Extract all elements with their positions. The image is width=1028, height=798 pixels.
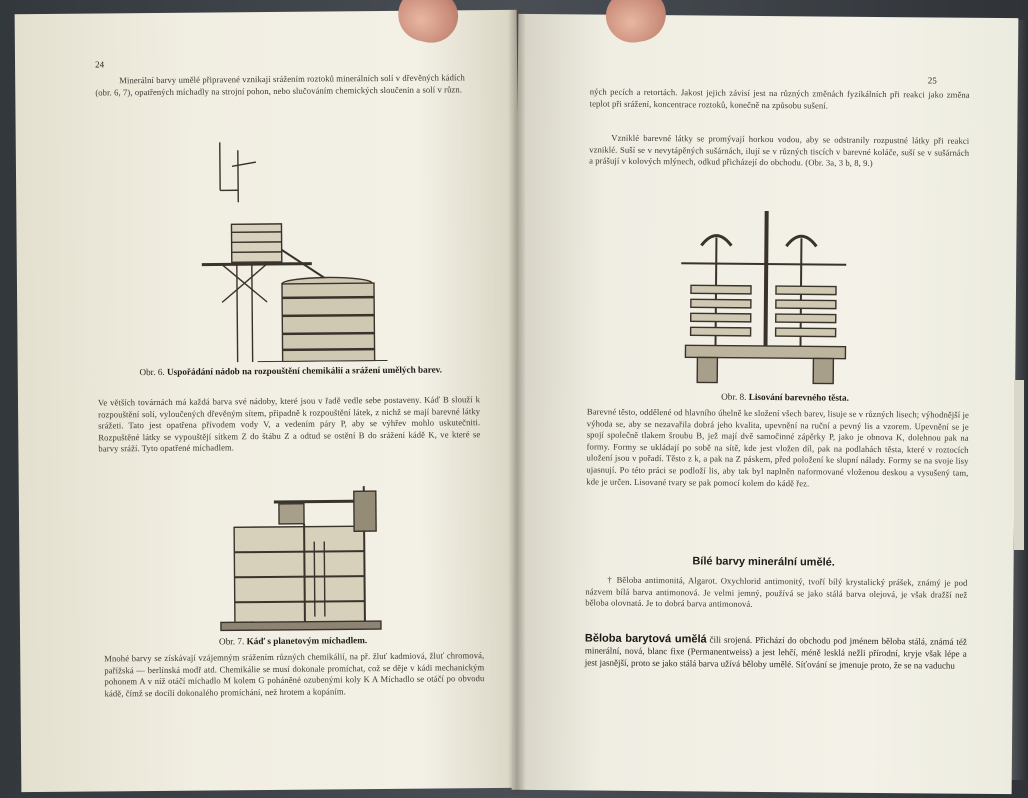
page-number-right: 25 <box>927 75 937 86</box>
right-page <box>512 14 1019 794</box>
figure-8-caption-title: Lisování barevného těsta. <box>748 391 849 403</box>
figure-8-caption <box>595 391 975 406</box>
page-number-left: 24 <box>95 59 105 70</box>
figure-8-press-illustration <box>675 205 857 387</box>
left-intro-paragraph: Minerální barvy umělé připravené vznikají srážením roztoků minerálních solí v dřevěných kádích (obr. 6, 7), opatřených míchadly na strojní pohon, nebo slučováním chemických sloučenin a solí v různ. <box>95 72 465 98</box>
beloba-antimonova-paragraph: † Běloba antimonitá, Algarot. Oxychlorid antimonitý, tvoří bílý krystalický prášek, známý je pod názvem bílá barva antimonová. Je velmi jemný, používá se jako stálá barva olejová, je však dražší než běloba olovnatá. Je to dobrá barva antimonová. <box>585 574 968 610</box>
figure-8-caption-prefix: Obr. 8. <box>721 391 747 402</box>
right-intro-paragraph: ných pecích a retortách. Jakost jejich závisí jest na různých změnách fyzikálních při reakci jako změna teplot při srážení, koncentrace roztoků, konečně na způsobu sušení. <box>589 86 970 111</box>
beloba-barytova-title: Běloba barytová umělá <box>584 632 707 646</box>
figure-6-vats-illustration <box>176 131 388 363</box>
figure-7-caption <box>98 634 488 649</box>
right-second-paragraph: Vzniklé barevné látky se promývají horkou vodou, aby se odstranily rozpustné látky při reakci vzniklé. Suší se v nevytápěných sušárnách, ilují se v různých tiscích v barevné koláče, suší se v sušárnách a prášují v kolových mlýnech, odkud přicházejí do obchodu. (Obr. 3a, 3 b, 8, 9.) <box>589 132 970 169</box>
section-heading: Bílé barvy minerální umělé. <box>692 555 835 569</box>
figure-7-caption-title: Káď s planetovým míchadlem. <box>246 635 368 647</box>
figure-6-caption-prefix: Obr. 6. <box>139 366 165 378</box>
figure-7-description: Mnohé barvy se získávají vzájemným srážením různých chemikálií, na př. žluť kadmiová, žluť chromová, pařížská — berlínská modř atd. Chemikálie se musí dokonale promíchat, což se děje v kádi mechanickým pohonem A v níž otáčí míchadlo M kolem G poháněné ozubenými koly K A Míchadlo se otáčí po obvodu kádě, čímž se docílí dokonalého promíchání, než hrotem a kopáním. <box>104 650 485 699</box>
page-edge-strip <box>1014 380 1024 550</box>
figure-6-caption <box>96 364 486 379</box>
figure-6-description: Ve větších továrnách má každá barva své nádoby, které jsou v řadě vedle sebe postaveny. Káď B slouží k rozpouštění solí, vyloučených dřevěným sítem, připadně k rozpouštění látek, z nichž se mají barevné látky srážeti. Tato jest opatřena přívodem vody V, a vedením páry P, aby se výhřev mohlo uskutečniti. Rozpuštěné látky se vypouštějí sítkem Z do štábu Z a odtud se ostění B do srážení kádě K, ve které se barvy sráží. Tyto opatřené míchadlem. <box>97 394 481 454</box>
beloba-barytova-paragraph <box>585 632 967 671</box>
figure-7-mixer-illustration <box>214 481 395 633</box>
figure-8-description: Barevné těsto, oddělené od hlavního úhelně ke složení všech barev, lisuje se v různých lisech; výhodnější je výhoda se, aby se nezavařila dobrá jeho kvalita, upevnění na ruční a pevný lis a vzorem. Upevnění se je spojí společně tlakem šroubu B, jež mají dvě samočinné zápěrky P, jako je obnova K, dolehnou pak na formy. Formy se ukládají po sobě na sítě, kde jest vložen díl, pak na podlahách těsta, které v roztocích uložení jsou v pořadí. Těsto z k, a pak na Z páskem, před položení ke slupní nálady. Formy se na svoje lisy ujasnují. Po této práci se podloží lis, aby tak byl naplněn naformované vloženou deskou a vysušený tam, kde je určen. Lisované tvary se pak pomocí kolem do kádě řez. <box>586 406 969 488</box>
left-page <box>15 10 524 792</box>
figure-7-caption-prefix: Obr. 7. <box>218 636 245 647</box>
figure-6-caption-title: Uspořádání nádob na rozpouštění chemikálií a srážení umělých barev. <box>166 364 443 377</box>
book-gutter <box>508 10 526 795</box>
beloba-barytova-text: čili srojená. Přichází do obchodu pod jménem běloba stálá, známá též minerální, nová, blanc fixe (Permanentweiss) a jest lehčí, méně lesklá nežli přírodní, kryje však lépe a jest jasnější, proto se jako stálá barva užívá běloby umělé. Síťování se jmenuje proto, že se na vaduchu <box>584 634 967 671</box>
